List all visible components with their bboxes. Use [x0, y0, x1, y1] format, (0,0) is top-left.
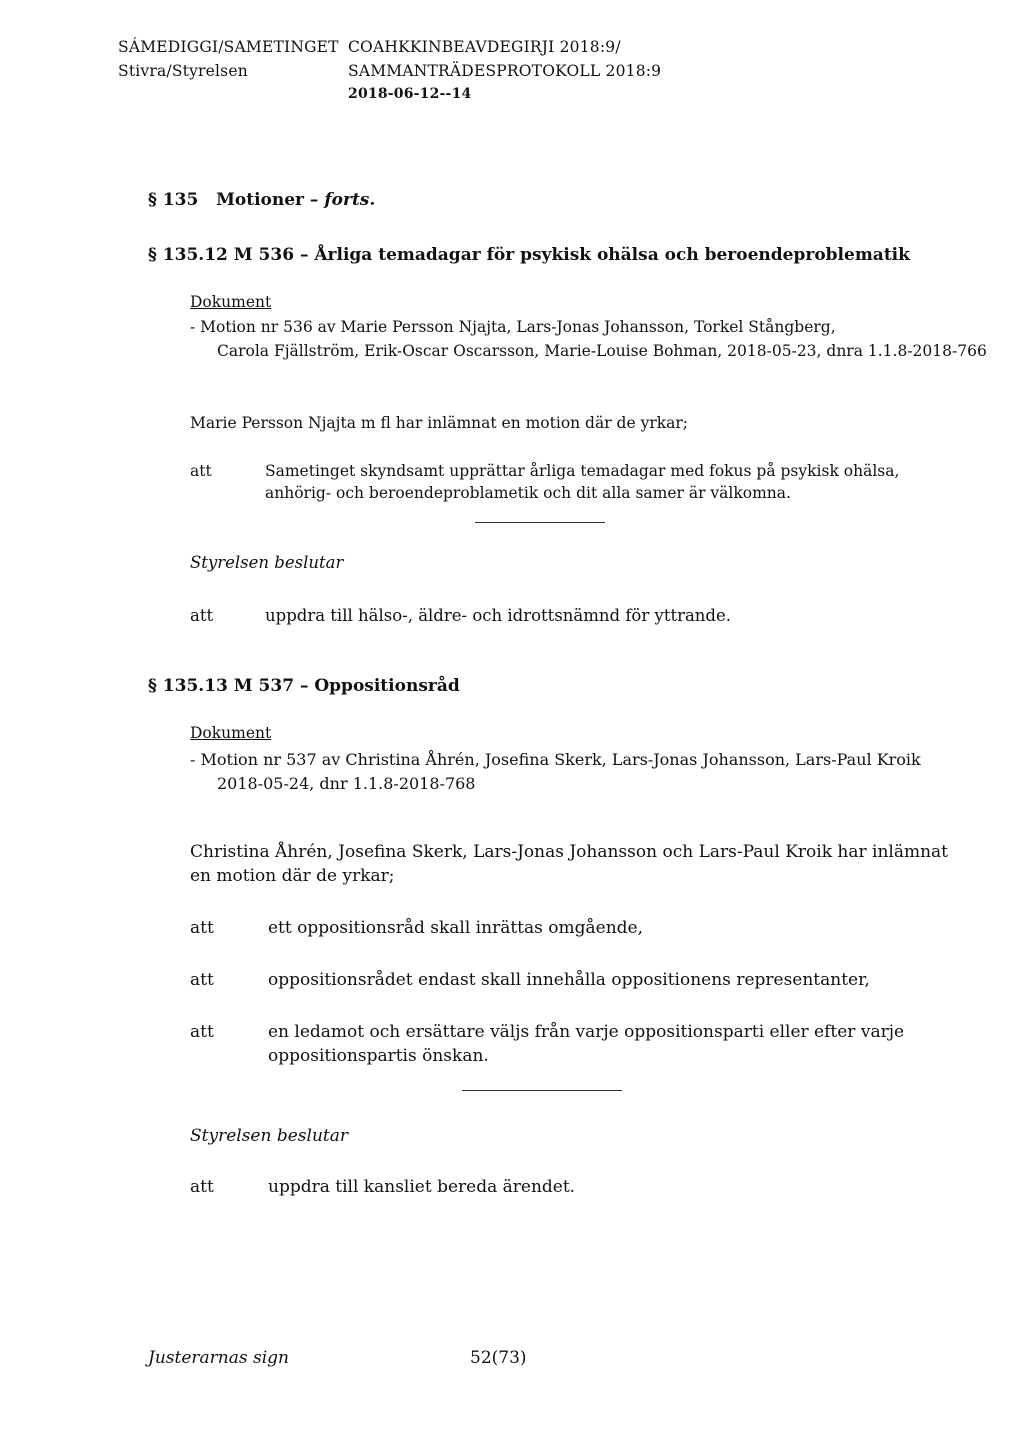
att-label: att	[190, 462, 212, 480]
decision-text: uppdra till kansliet bereda ärendet.	[268, 1177, 576, 1197]
claim-line: Sametinget skyndsamt upprättar årliga temadagar med fokus på psykisk ohälsa,	[265, 462, 900, 480]
doc-label: Dokument	[190, 293, 272, 311]
claim-line: anhörig- och beroendeproblametik och dit alla samer är välkomna.	[265, 484, 791, 502]
header-date: 2018-06-12--14	[348, 86, 472, 102]
doc-label: Dokument	[190, 724, 272, 742]
header-protocol-sv: SAMMANTRÄDESPROTOKOLL 2018:9	[348, 62, 662, 80]
item-heading-135-13: § 135.13 M 537 – Oppositionsråd	[148, 676, 460, 696]
claim-line: en ledamot och ersättare väljs från varje oppositionsparti eller efter varje	[268, 1022, 905, 1042]
motion-intro: en motion där de yrkar;	[190, 866, 395, 886]
item-heading-135-12: § 135.12 M 536 – Årliga temadagar för psykisk ohälsa och beroendeproblematik	[148, 245, 910, 265]
section-heading: § 135 Motioner – forts.	[148, 190, 376, 210]
motion-intro: Marie Persson Njajta m fl har inlämnat en motion där de yrkar;	[190, 414, 689, 432]
doc-line: 2018-05-24, dnr 1.1.8-2018-768	[217, 774, 476, 793]
att-label: att	[190, 606, 214, 625]
claim-line: ett oppositionsråd skall inrättas omgående,	[268, 918, 643, 938]
decision-label: Styrelsen beslutar	[190, 553, 344, 572]
doc-line: Carola Fjällström, Erik-Oscar Oscarsson, Marie-Louise Bohman, 2018-05-23, dnra 1.1.8-2018-766	[217, 342, 987, 360]
claim-line: oppositionspartis önskan.	[268, 1046, 489, 1066]
decision-text: uppdra till hälso-, äldre- och idrottsnämnd för yttrande.	[265, 606, 732, 625]
divider	[462, 1090, 622, 1091]
footer-sign: Justerarnas sign	[148, 1348, 289, 1368]
att-label: att	[190, 1177, 214, 1197]
decision-label: Styrelsen beslutar	[190, 1126, 348, 1146]
doc-line: - Motion nr 537 av Christina Åhrén, Josefina Skerk, Lars-Jonas Johansson, Lars-Paul Kroik	[190, 750, 921, 769]
divider	[475, 522, 605, 523]
header-unit: Stivra/Styrelsen	[118, 62, 248, 80]
header-org: SÁMEDIGGI/SAMETINGET	[118, 38, 339, 56]
header-protocol-sami: COAHKKINBEAVDEGIRJI 2018:9/	[348, 38, 621, 56]
att-label: att	[190, 918, 214, 938]
page-number: 52(73)	[470, 1348, 527, 1368]
att-label: att	[190, 970, 214, 990]
doc-line: - Motion nr 536 av Marie Persson Njajta, Lars-Jonas Johansson, Torkel Stångberg,	[190, 318, 836, 336]
claim-line: oppositionsrådet endast skall innehålla oppositionens representanter,	[268, 970, 870, 990]
motion-intro: Christina Åhrén, Josefina Skerk, Lars-Jonas Johansson och Lars-Paul Kroik har inlämnat	[190, 842, 949, 862]
att-label: att	[190, 1022, 214, 1042]
